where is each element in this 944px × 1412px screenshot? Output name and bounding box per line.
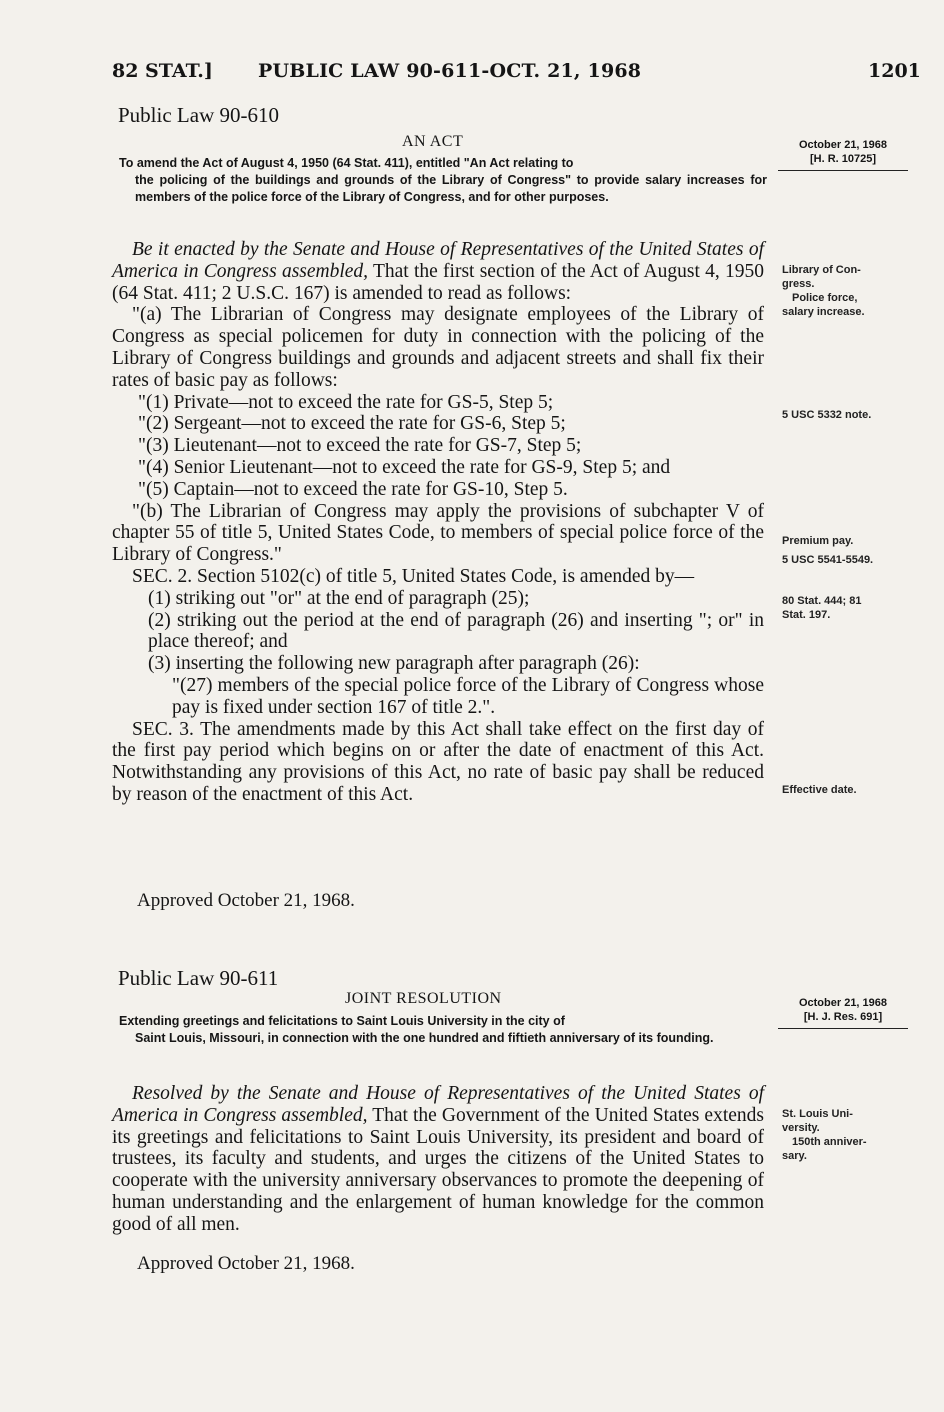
new-paragraph-27: "(27) members of the special police force of the Library of Congress whose pay is fixed under section 167 of title 2.". xyxy=(172,674,764,718)
margin-note-usc-5332: 5 USC 5332 note. xyxy=(782,409,872,421)
enactment-date: October 21, 1968 xyxy=(798,997,888,1009)
law-purpose xyxy=(119,155,767,206)
margin-text: Library of Con- xyxy=(782,264,861,276)
margin-text: versity. xyxy=(782,1122,820,1134)
law-number: Public Law 90-611 xyxy=(118,966,279,990)
page-number: 1201 xyxy=(868,60,921,82)
amendment-item: (1) striking out "or" at the end of paragraph (25); xyxy=(148,587,530,609)
margin-text: 5 USC 5541-5549. xyxy=(782,554,874,566)
enacting-text: That the first section of the Act of August 4, 1950 (64 Stat. 411; 2 U.S.C. 167) is amended to read as follows: xyxy=(112,260,764,304)
rank-item: "(1) Private—not to exceed the rate for GS-5, Step 5; xyxy=(138,391,554,413)
date-block xyxy=(778,996,908,1029)
resolving-text: That the Government of the United States extends its greetings and felicitations to Saint Louis University, its president and board of trustees, its faculty and students, and urges the citizens of the United States to cooperate with the university anniversary observances to promote the deepening of human understanding and the enlargement of human knowledge for the common good of all men. xyxy=(112,1104,764,1235)
purpose-continued: Saint Louis, Missouri, in connection with the one hundred and fiftieth anniversary of its founding. xyxy=(135,1031,714,1045)
margin-note-library xyxy=(782,263,918,319)
purpose-line: Extending greetings and felicitations to Saint Louis University in the city of xyxy=(119,1014,565,1028)
rank-item: "(2) Sergeant—not to exceed the rate for GS-6, Step 5; xyxy=(138,413,566,435)
law-body xyxy=(112,239,764,806)
purpose-continued: the policing of the buildings and grounds of the Library of Congress" to provide salary increases for members of the police force of the Library of Congress, and for other purposes. xyxy=(135,173,767,204)
enacting-formula: Be it enacted by the Senate and House of Representatives of the United States of America in Congress assembled, xyxy=(112,239,764,282)
enacting-clause xyxy=(112,239,764,304)
rank-item: "(4) Senior Lieutenant—not to exceed the rate for GS-9, Step 5; and xyxy=(138,456,671,478)
margin-text: 80 Stat. 444; 81 xyxy=(782,595,862,607)
bill-number: [H. J. Res. 691] xyxy=(803,1011,883,1023)
rank-item: "(3) Lieutenant—not to exceed the rate for GS-7, Step 5; xyxy=(138,435,582,457)
margin-text: 150th anniver- xyxy=(792,1136,867,1148)
margin-text: Stat. 197. xyxy=(782,609,831,621)
approval-line: Approved October 21, 1968. xyxy=(137,890,355,911)
law-number: Public Law 90-610 xyxy=(118,103,279,127)
date-block xyxy=(778,138,908,171)
paragraph-b: "(b) The Librarian of Congress may apply the provisions of subchapter V of chapter 55 of title 5, United States Code, to members of special police force of the Library of Congress." xyxy=(112,500,764,566)
amendment-item: (3) inserting the following new paragraph after paragraph (26): xyxy=(148,653,640,675)
margin-text: sary. xyxy=(782,1150,807,1162)
bill-number: [H. R. 10725] xyxy=(809,153,877,165)
margin-text: St. Louis Uni- xyxy=(782,1108,853,1120)
margin-text: Premium pay. xyxy=(782,535,854,547)
law-kind: AN ACT xyxy=(402,133,464,150)
approval-line: Approved October 21, 1968. xyxy=(137,1253,355,1274)
header-stat: 82 STAT.] xyxy=(112,60,213,82)
resolution-purpose xyxy=(119,1013,767,1047)
resolution-body xyxy=(112,1083,764,1236)
amendment-item: (2) striking out the period at the end of paragraph (26) and inserting "; or" in place thereof; and xyxy=(148,609,764,653)
law-kind: JOINT RESOLUTION xyxy=(345,990,502,1007)
paragraph-a: "(a) The Librarian of Congress may designate employees of the Library of Congress as special policemen for duty in connection with the policing of the Library of Congress buildings and grounds and adjacent streets and shall fix their rates of basic pay as follows: xyxy=(112,304,764,391)
margin-note-effective: Effective date. xyxy=(782,784,857,796)
margin-note-stat xyxy=(782,594,918,622)
margin-text: salary increase. xyxy=(782,306,865,318)
rank-item: "(5) Captain—not to exceed the rate for GS-10, Step 5. xyxy=(138,478,568,500)
header-title: PUBLIC LAW 90-611-OCT. 21, 1968 xyxy=(258,60,642,82)
margin-note-st-louis xyxy=(782,1107,918,1163)
section-2: SEC. 2. Section 5102(c) of title 5, United States Code, is amended by— xyxy=(132,565,695,587)
purpose-line: To amend the Act of August 4, 1950 (64 Stat. 411), entitled "An Act relating to xyxy=(119,156,574,170)
margin-text: gress. xyxy=(782,278,815,290)
section-3: SEC. 3. The amendments made by this Act shall take effect on the first day of the first pay period which begins on or after the date of enactment of this Act. Notwithstanding any provisions of this Act, no rate of basic pay shall be reduced by reason of the enactment of this Act. xyxy=(112,718,764,805)
margin-text: Police force, xyxy=(792,292,858,304)
resolving-clause xyxy=(112,1083,764,1236)
margin-note-premium xyxy=(782,534,918,567)
resolving-formula: Resolved by the Senate and House of Representatives of the United States of America in Congress assembled, xyxy=(112,1083,764,1126)
enactment-date: October 21, 1968 xyxy=(798,139,888,151)
